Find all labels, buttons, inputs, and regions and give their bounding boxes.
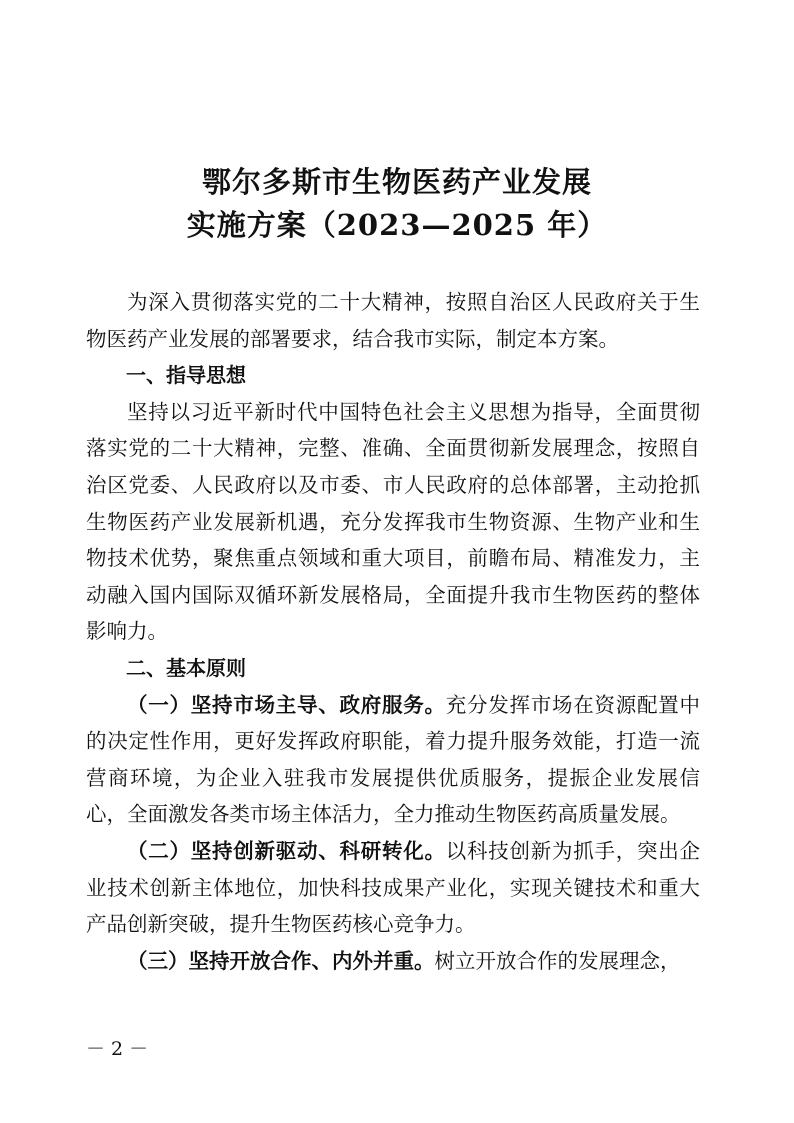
principle-paragraph-1 <box>86 687 700 833</box>
section-heading-basic-principles: 二、基本原则 <box>126 655 246 680</box>
principle-text-2: 以科技创新为抓手，突出企业技术创新主体地位，加快科技成果产业化，实现关键技术和重大产品创新突破，提升生物医药核心竞争力。 <box>86 838 700 937</box>
document-title-line-2: 实施方案（2023—2025 年） <box>186 208 608 242</box>
principle-paragraph-2 <box>86 833 700 943</box>
principle-text-3: 树立开放合作的发展理念， <box>434 948 681 973</box>
section-heading-guiding-ideology: 一、指导思想 <box>126 363 246 388</box>
document-body <box>86 284 700 979</box>
principle-paragraph-3 <box>86 943 700 980</box>
principle-lead-1: （一）坚持市场主导、政府服务。 <box>127 692 446 717</box>
intro-paragraph: 为深入贯彻落实党的二十大精神，按照自治区人民政府关于生物医药产业发展的部署要求，结合我市实际，制定本方案。 <box>86 290 700 351</box>
guiding-ideology-paragraph: 坚持以习近平新时代中国特色社会主义思想为指导，全面贯彻落实党的二十大精神，完整、准确、全面贯彻新发展理念，按照自治区党委、人民政府以及市委、市人民政府的总体部署，主动抢抓生物医药产业发展新机遇，充分发挥我市生物资源、生物产业和生物技术优势，聚焦重点领域和重大项目，前瞻布局、精准发力，主动融入国内国际双循环新发展格局，全面提升我市生物医药的整体影响力。 <box>86 399 700 644</box>
principle-lead-2: （二）坚持创新驱动、科研转化。 <box>127 838 446 863</box>
document-title-line-1: 鄂尔多斯市生物医药产业发展 <box>201 165 592 199</box>
principle-lead-3: （三）坚持开放合作、内外并重。 <box>127 948 435 973</box>
principle-text-1: 充分发挥市场在资源配置中的决定性作用，更好发挥政府职能，着力提升服务效能，打造一流营商环境，为企业入驻我市发展提供优质服务，提振企业发展信心，全面激发各类市场主体活力，全力推动生物医药高质量发展。 <box>86 692 700 827</box>
page-number: － 2 － <box>86 1038 149 1060</box>
